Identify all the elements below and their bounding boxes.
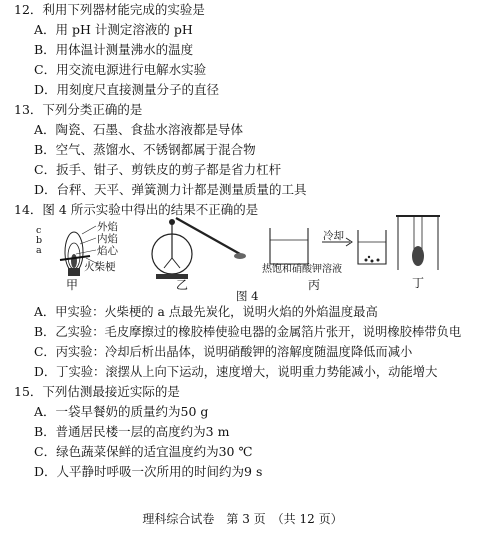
figure-bing-solution-label: 热饱和硝酸钾溶液 bbox=[262, 264, 342, 275]
q14-option-d: D．丁实验：滚摆从上向下运动，速度增大，说明重力势能减小，动能增大 bbox=[34, 365, 438, 379]
q13-option-a: A．陶瓷、石墨、食盐水溶液都是导体 bbox=[34, 122, 244, 137]
figure-jia-outer-flame-label: 外焰 bbox=[97, 221, 118, 233]
q14-option-a: A．甲实验：火柴梗的 a 点最先炭化，说明火焰的外焰温度最高 bbox=[34, 305, 378, 319]
q15-option-d: D．人平静时呼吸一次所用的时间约为9 s bbox=[34, 464, 263, 479]
q14-stem: 14．图 4 所示实验中得出的结果不正确的是 bbox=[14, 202, 259, 217]
q15-option-a: A．一袋早餐奶的质量约为50 g bbox=[34, 404, 209, 419]
figure-jia-letter-c: c bbox=[36, 225, 42, 236]
figure-bing-cooling-label: 冷却 bbox=[323, 230, 344, 242]
q14-option-c: C．丙实验：冷却后析出晶体，说明硝酸钾的溶解度随温度降低而减小 bbox=[34, 345, 413, 359]
figure-ding-label: 丁 bbox=[412, 276, 425, 290]
figure-4-caption: 图 4 bbox=[236, 289, 259, 303]
figure-jia-letter-a: a bbox=[36, 245, 42, 256]
q13-stem: 13．下列分类正确的是 bbox=[14, 102, 143, 117]
figure-yi-electroscope bbox=[140, 214, 250, 286]
q15-option-c: C．绿色蔬菜保鲜的适宜温度约为30 ℃ bbox=[34, 444, 253, 459]
figure-jia-inner-flame-label: 内焰 bbox=[97, 233, 118, 245]
q12-option-d: D．用刻度尺直接测量分子的直径 bbox=[34, 82, 220, 97]
figure-jia-label: 甲 bbox=[66, 278, 79, 292]
figure-bing-label: 丙 bbox=[308, 278, 321, 292]
q12-option-b: B．用体温计测量沸水的温度 bbox=[34, 42, 194, 57]
q13-option-b: B．空气、蒸馏水、不锈钢都属于混合物 bbox=[34, 142, 256, 157]
q12-option-a: A．用 pH 计测定溶液的 pH bbox=[34, 22, 193, 37]
q15-option-b: B．普通居民楼一层的高度约为3 m bbox=[34, 424, 230, 439]
figure-jia-match-label: 火柴梗 bbox=[84, 261, 116, 273]
figure-jia-letter-b: b bbox=[36, 235, 43, 246]
q12-stem: 12．利用下列器材能完成的实验是 bbox=[14, 2, 205, 17]
page-footer: 理科综合试卷 第 3 页 （共 12 页） bbox=[142, 512, 343, 526]
q13-option-c: C．扳手、钳子、剪铁皮的剪子都是省力杠杆 bbox=[34, 162, 282, 177]
q13-option-d: D．台秤、天平、弹簧测力计都是测量质量的工具 bbox=[34, 182, 307, 197]
figure-jia-flame-core-label: 焰心 bbox=[97, 245, 118, 257]
q12-option-c: C．用交流电源进行电解水实验 bbox=[34, 62, 207, 77]
q15-stem: 15．下列估测最接近实际的是 bbox=[14, 384, 180, 399]
figure-yi-label: 乙 bbox=[176, 278, 189, 292]
q14-option-b: B．乙实验：毛皮摩擦过的橡胶棒使验电器的金属箔片张开，说明橡胶棒带负电 bbox=[34, 325, 462, 339]
figure-ding-maxwell-wheel bbox=[392, 212, 444, 274]
